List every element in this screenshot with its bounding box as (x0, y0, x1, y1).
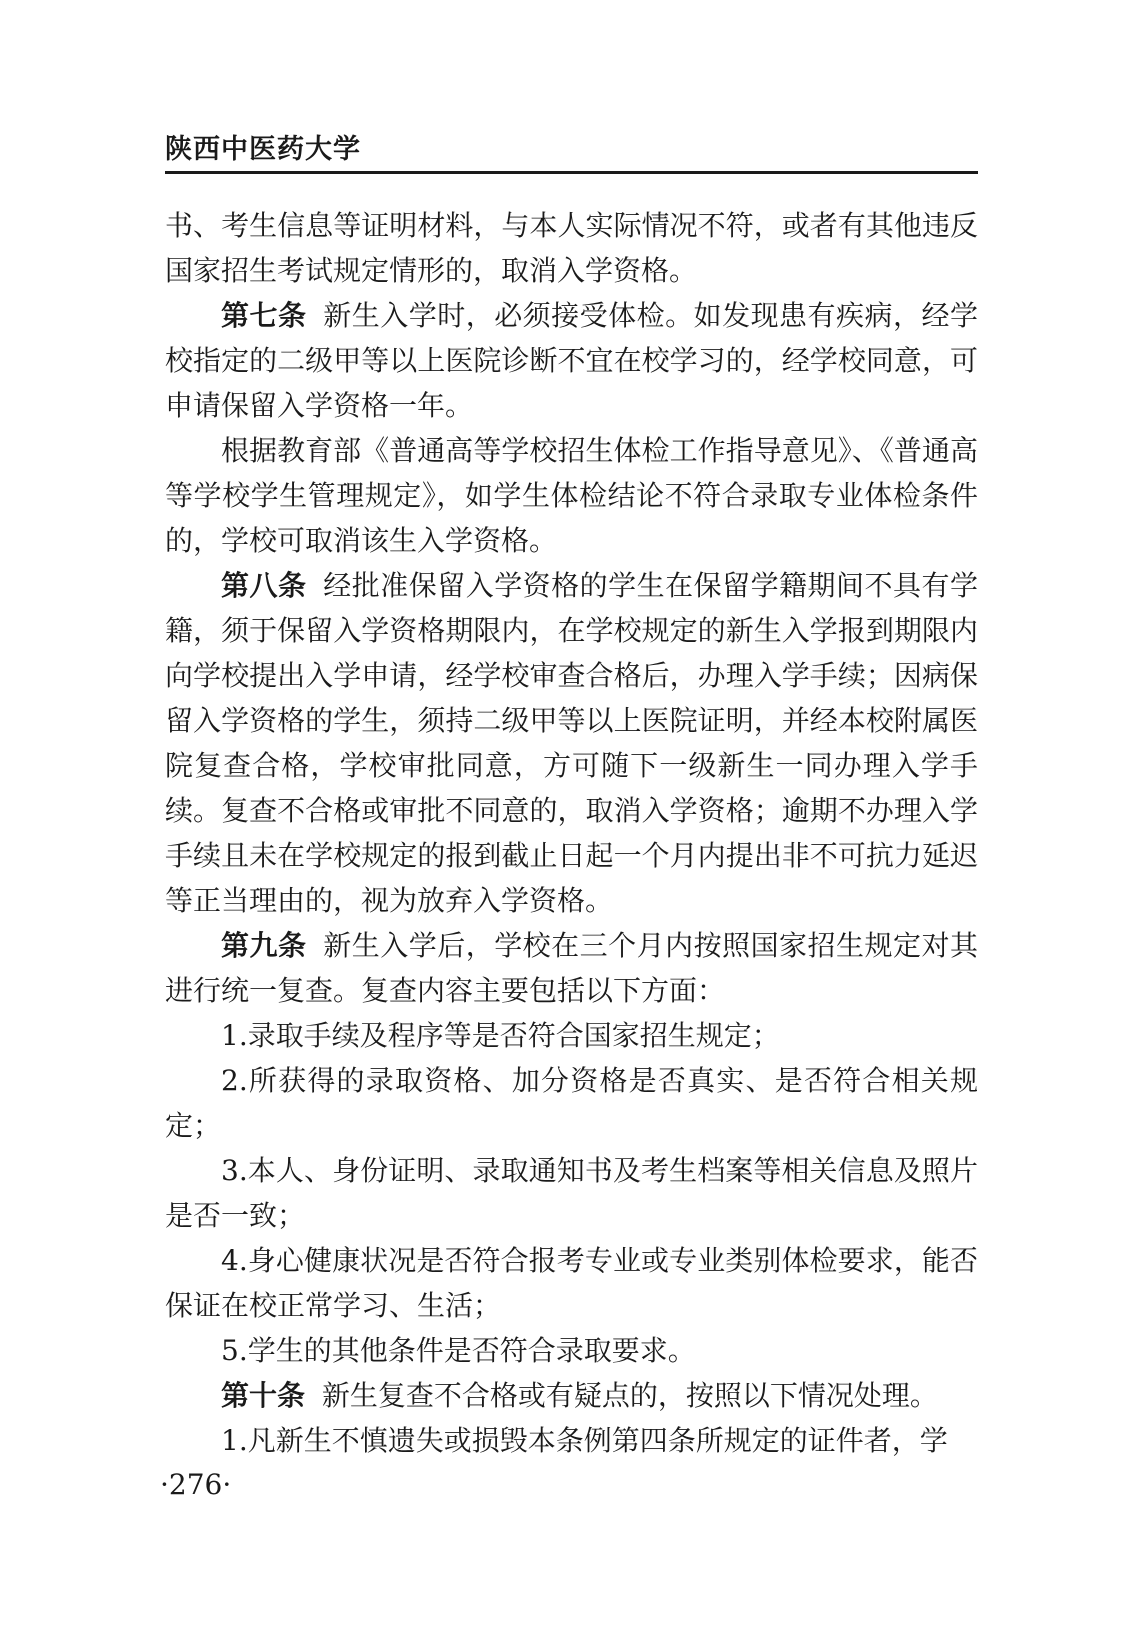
paragraph-text: 根据教育部《普通高等学校招生体检工作指导意见》、《普通高等学校学生管理规定》，如学生体检结论不符合录取专业体检条件的，学校可取消该生入学资格。 (165, 434, 978, 557)
paragraph-text: 5.学生的其他条件是否符合录取要求。 (221, 1334, 696, 1367)
body-text (165, 203, 978, 1463)
paragraph-text: 4.身心健康状况是否符合报考专业或专业类别体检要求，能否保证在校正常学习、生活； (165, 1244, 978, 1322)
list-item (165, 1013, 978, 1058)
paragraph-text: 新生入学后，学校在三个月内按照国家招生规定对其进行统一复查。复查内容主要包括以下方面： (165, 929, 978, 1007)
article-title: 第七条 (221, 299, 307, 332)
article-title: 第九条 (221, 929, 307, 962)
article-10-paragraph (165, 1373, 978, 1418)
article-9-paragraph (165, 923, 978, 1013)
paragraph-text: 书、考生信息等证明材料，与本人实际情况不符，或者有其他违反国家招生考试规定情形的，取消入学资格。 (165, 209, 978, 287)
paragraph (165, 428, 978, 563)
running-header (165, 134, 978, 174)
list-item (165, 1148, 978, 1238)
list-item (165, 1328, 978, 1373)
paragraph-text: 1.凡新生不慎遗失或损毁本条例第四条所规定的证件者，学 (221, 1424, 948, 1457)
paragraph-text: 2.所获得的录取资格、加分资格是否真实、是否符合相关规定； (165, 1064, 978, 1142)
article-title: 第十条 (221, 1379, 306, 1412)
paragraph-text: 1.录取手续及程序等是否符合国家招生规定； (221, 1019, 780, 1052)
list-item (165, 1418, 978, 1463)
paragraph-text: 新生入学时，必须接受体检。如发现患有疾病，经学校指定的二级甲等以上医院诊断不宜在校学习的，经学校同意，可申请保留入学资格一年。 (165, 299, 978, 422)
article-8-paragraph (165, 563, 978, 923)
article-7-paragraph (165, 293, 978, 428)
header-rule (165, 171, 978, 174)
header-title: 陕西中医药大学 (165, 134, 361, 165)
paragraph-text: 3.本人、身份证明、录取通知书及考生档案等相关信息及照片是否一致； (165, 1154, 978, 1232)
page-number: ·276· (160, 1468, 232, 1501)
paragraph-text: 经批准保留入学资格的学生在保留学籍期间不具有学籍，须于保留入学资格期限内，在学校规定的新生入学报到期限内向学校提出入学申请，经学校审查合格后，办理入学手续；因病保留入学资格的学生，须持二级甲等以上医院证明，并经本校附属医院复查合格，学校审批同意，方可随下一级新生一同办理入学手续。复查不合格或审批不同意的，取消入学资格；逾期不办理入学手续且未在学校规定的报到截止日起一个月内提出非不可抗力延迟等正当理由的，视为放弃入学资格。 (165, 569, 978, 917)
list-item (165, 1238, 978, 1328)
list-item (165, 1058, 978, 1148)
paragraph-continuation (165, 203, 978, 293)
paragraph-text: 新生复查不合格或有疑点的，按照以下情况处理。 (321, 1379, 938, 1412)
article-title: 第八条 (221, 569, 307, 602)
